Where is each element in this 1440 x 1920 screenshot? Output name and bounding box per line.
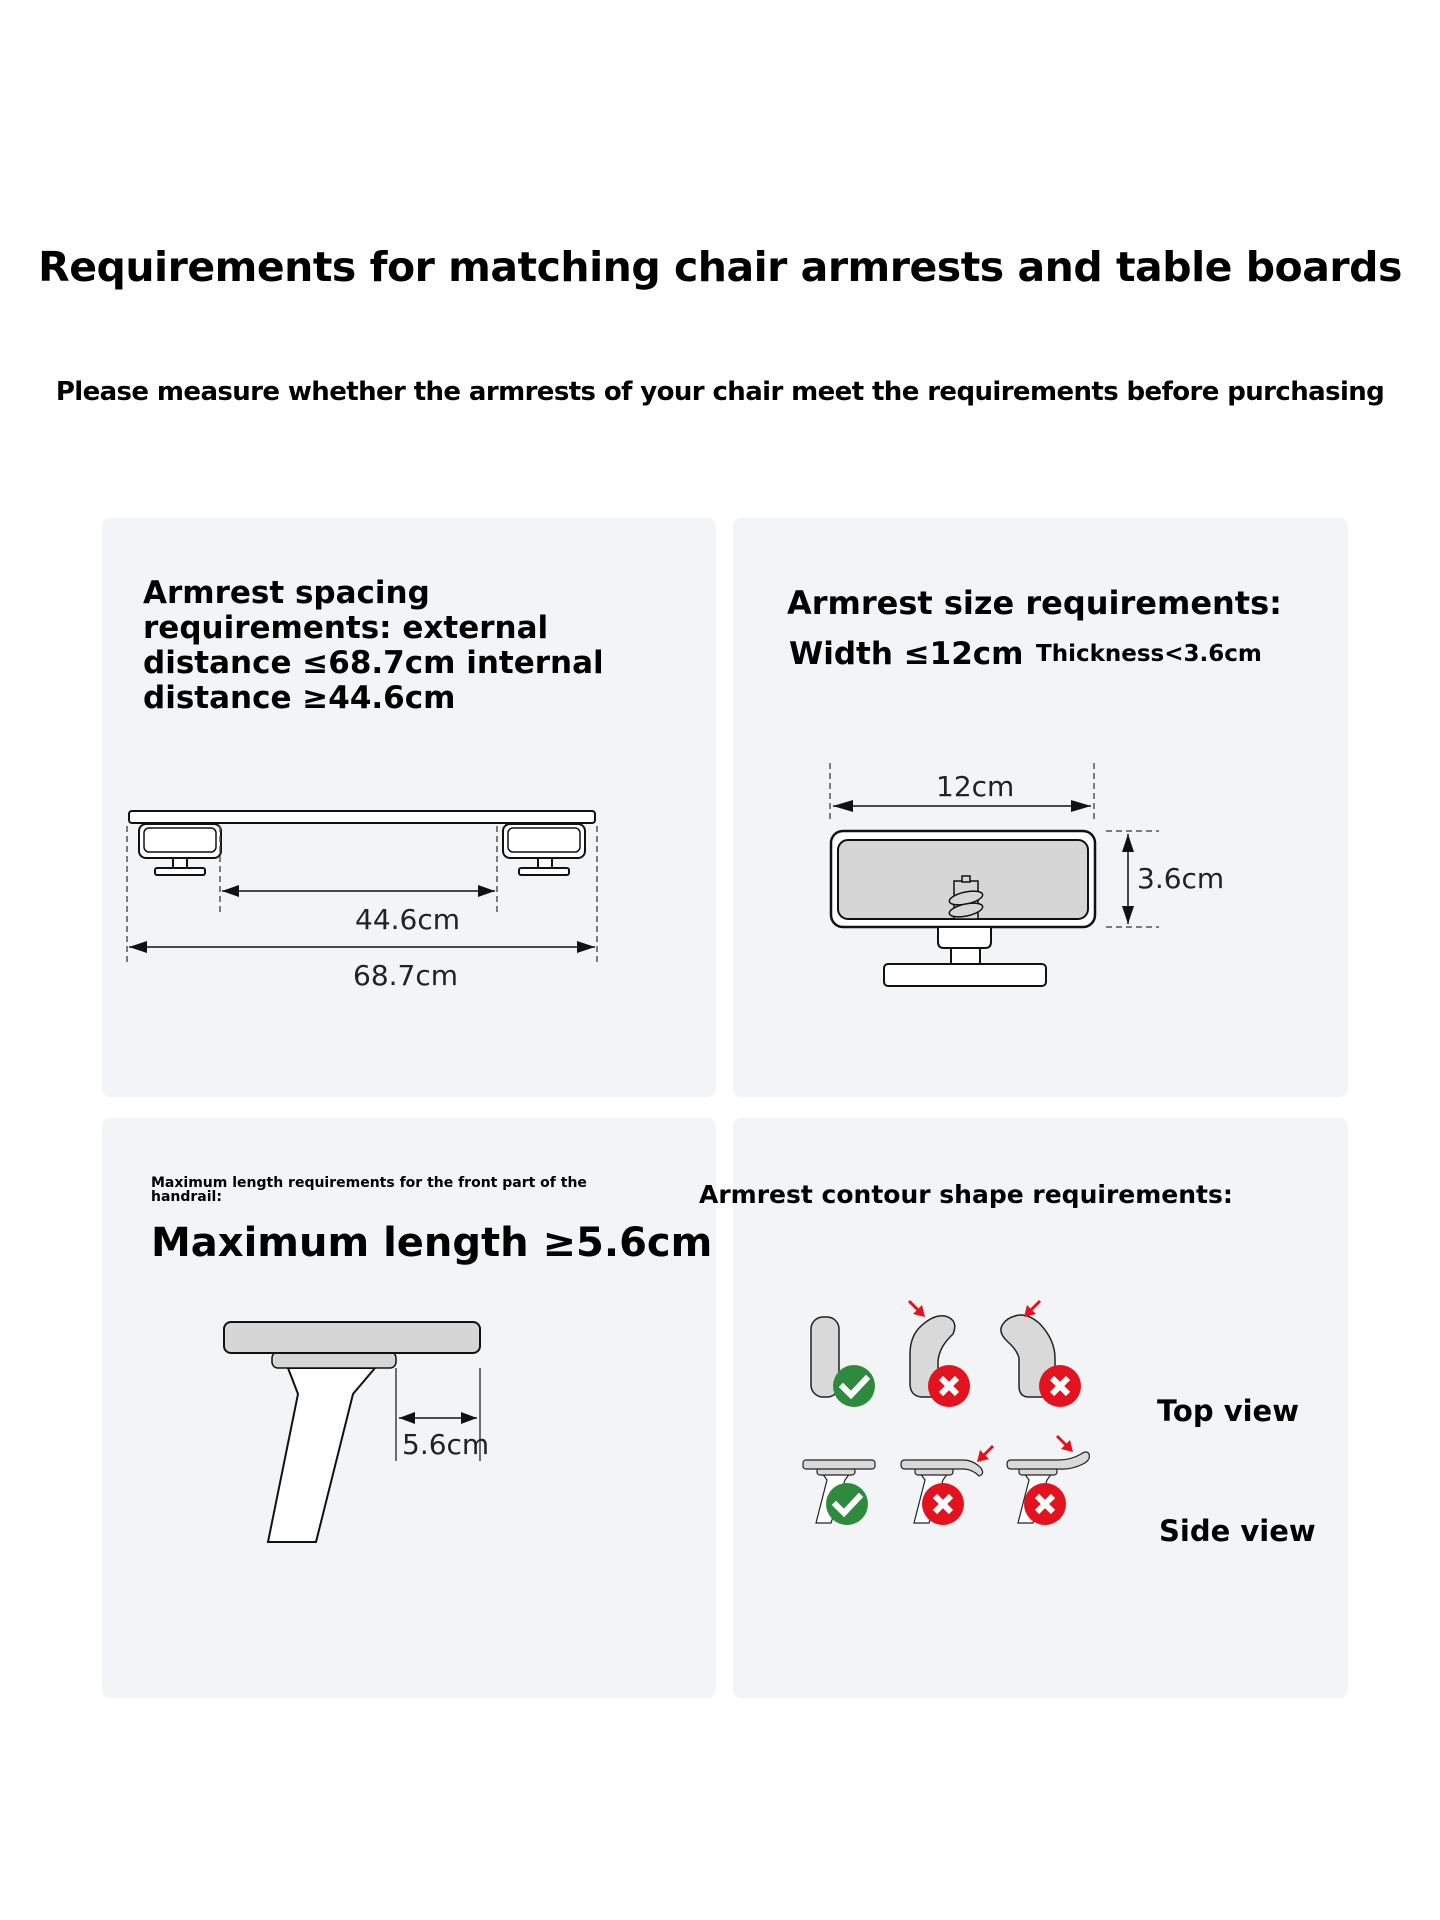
length-small-heading: Maximum length requirements for the front part of the handrail: [151, 1175, 587, 1205]
page-title: Requirements for matching chair armrests and table boards [38, 243, 1402, 291]
armrest-side-diagram [102, 1118, 716, 1698]
top-view-inward-item [909, 1301, 970, 1407]
contour-heading: Armrest contour shape requirements: [699, 1180, 1233, 1209]
internal-distance-label: 44.6cm [355, 903, 461, 936]
thickness-requirement: Thickness<3.6cm [1036, 641, 1262, 667]
external-distance-label: 68.7cm [353, 959, 459, 992]
length-big-heading: Maximum length ≥5.6cm [151, 1220, 713, 1266]
side-view-ok-item [803, 1460, 875, 1525]
page-subtitle: Please measure whether the armrests of your chair meet the requirements before purchasing [55, 377, 1385, 407]
armrest-spacing-diagram [102, 518, 716, 1097]
contour-requirements-panel [699, 1118, 1348, 1698]
size-heading: Armrest size requirements: [787, 584, 1282, 622]
top-view-ok-item [811, 1317, 875, 1407]
side-view-bent-down-item [901, 1446, 993, 1525]
length-requirements-panel [102, 1118, 716, 1698]
top-view-outward-item [1001, 1301, 1081, 1407]
side-view-label: Side view [1159, 1514, 1316, 1548]
top-view-label: Top view [1157, 1394, 1300, 1428]
spacing-requirements-panel [102, 518, 716, 1097]
size-requirements-panel [733, 518, 1348, 1097]
thickness-dimension-label: 3.6cm [1137, 862, 1225, 895]
width-requirement: Width ≤12cm [789, 636, 1024, 672]
armrest-cross-section-diagram [733, 518, 1348, 1097]
side-view-bent-up-item [1007, 1436, 1089, 1525]
front-length-label: 5.6cm [402, 1428, 490, 1461]
width-dimension-label: 12cm [936, 770, 1015, 803]
spacing-heading: Armrest spacing requirements: external distance ≤68.7cm internal distance ≥44.6cm [143, 575, 604, 716]
